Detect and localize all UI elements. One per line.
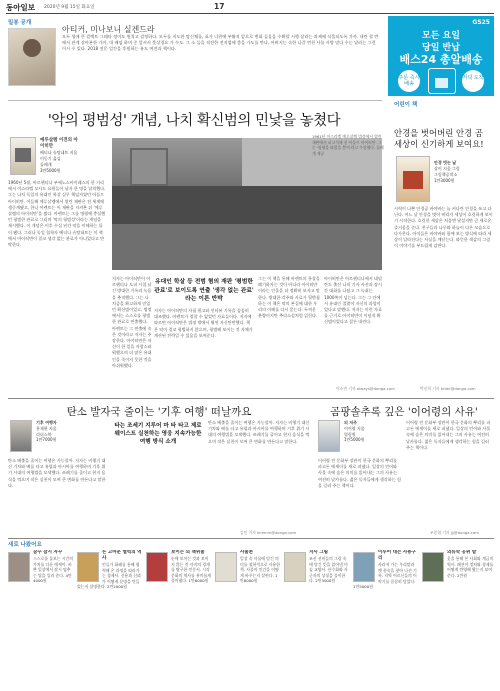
newbook-body: 인류가 화폐를 통해 협력해 온 과정을 따라가는 경제사. 신용과 신뢰가 어떻게 문명을 만들었는지 설명한다. 2만2000원 <box>77 562 141 590</box>
lee-body-a: 이어령 전 문화부 장관이 한국 문화의 뿌리를 파고든 에세이를 새로 펴냈다. 일상의 언어와 사물 속에 숨은 의미를 읽어내는 그의 사유는 여전히 날카롭다. 젊은 독자들에게 생각하는 힘을 길러 주는 책이다. <box>318 458 401 488</box>
newbook-cover <box>146 552 168 582</box>
intro-photo <box>8 28 56 86</box>
lee-book-cover <box>318 420 340 452</box>
article-column-e: 아이히만은 아르헨티나에서 네덜란드 출신 나치 기자 사선과 장시간 대화를 나눴고 그 녹취는 1000쪽이 넘는다. 그는 그 안에서 유대인 절멸이 자신의 과업이었다고 말했다. 저자는 이런 자료를 근거로 아이히만이 이념적 확신범이었다고 결론 내린다. <box>324 276 382 325</box>
article-column-d: 그는 이 책을 통해 아렌트의 통찰을 폐기하자는 것이 아니라 아이히만이라는 인물을 더 정확히 보자고 말한다. 방대한 각주와 사료가 뒷받침하는 이 책은 악의 본질에 대한 우리의 이해를 다시 묻는다. 두꺼운 분량이지만 추리소설처럼 읽힌다. <box>258 276 320 319</box>
newbook-item[interactable] <box>353 550 419 688</box>
side-byline: 박선희 기자 teller@donga.com <box>420 386 476 391</box>
newbooks-divider <box>8 538 494 539</box>
ad-line-3: 배스24 총알배송 <box>399 53 483 66</box>
section-divider <box>8 398 494 399</box>
lee-byline: 조종엽 기자 jjj@donga.com <box>430 530 479 535</box>
side-book-price: 1만3000원 <box>434 178 455 183</box>
climate-book-cover <box>10 420 32 452</box>
climate-book-title: 기후 여행자 <box>36 420 57 425</box>
newbooks-section-tag: 새로 나왔어요 <box>8 542 42 548</box>
lee-book-info <box>344 420 400 443</box>
newbook-body: 사라져 가는 우리말과 옛 풍속을 찾아 나선 기록. 지역 어르신들의 이야기를 꼼꼼히 담았다. 1만5000원 <box>353 562 417 590</box>
article-column-c: 저자는 아이히만의 자필 원고와 인터뷰 기록을 꼼꼼히 대조했다. 아렌트가 접할 수 없었던 자료들이다. 저자에 따르면 아이히만은 법정 밖에서 훨씬 자신만만했다. 책은 악이 결코 평범하지 않으며, 평범해 보이는 것 자체가 계산된 전략일 수 있음을 보여준다. <box>154 308 253 338</box>
newbook-body: 일상 속 사물에 담긴 의미를 철학적으로 사유한 책. 사물이 인간을 어떻게 바꾸는지 살핀다. 1만8000원 <box>240 556 281 584</box>
newbook-title: 이루어 대는 사용구리 <box>378 550 416 561</box>
main-book-translator: 이동기 옮김 <box>40 156 61 161</box>
newbook-cover <box>422 552 444 582</box>
newbook-item[interactable] <box>77 550 143 688</box>
newbook-body: 스스로를 돌보는 시간의 가치를 다룬 에세이. 바쁜 일상에서 잠시 멈추는 법을 일러 준다. 4만4000원 <box>33 556 74 584</box>
newbook-title: 의류학 공위 발 <box>447 550 477 555</box>
lee-book-publisher: 열림원 <box>344 431 356 437</box>
main-book-author: 베티나 슈탕네트 지음 <box>40 150 78 155</box>
newbook-cover <box>215 552 237 582</box>
main-byline: 이소연 기자 always@donga.com <box>336 386 395 391</box>
lee-oryoung-headline: 곰팡솔추록 깊은 '이어령의 사유' <box>330 406 478 418</box>
climate-book-publisher: 리더스북 <box>36 431 52 437</box>
divider <box>8 100 382 101</box>
main-book-publisher: 돌베개 <box>40 162 52 167</box>
ad-badge-right: 저녁 도착 <box>462 70 484 92</box>
main-book-price: 3만5000원 <box>40 168 61 173</box>
lee-body-b: 이어령 전 문화부 장관이 한국 문화의 뿌리를 파고든 에세이를 새로 펴냈다. 일상의 언어와 사물 속에 숨은 의미를 읽어내는 그의 사유는 여전히 날카롭다. 젊은 독자들에게 생각하는 힘을 길러 주는 책이다. <box>406 420 491 450</box>
intro-title: 아티커, 미나보니 실겐드라 <box>62 25 155 34</box>
newbook-cover <box>77 552 99 582</box>
newbook-cover <box>284 552 306 582</box>
main-book-cover <box>10 137 36 175</box>
side-book-author: 상이 지음 그림 <box>434 166 460 171</box>
ad-line-1: 모든 요일 <box>422 31 460 41</box>
newspaper-logo: 동아일보 <box>6 3 35 12</box>
newbook-title: 지사 그림 <box>309 550 328 555</box>
article-subhead: 유대인 학살 등 전범 혐의 재판 '평범한 관료'로 보이도록 연출 '생각 없는 관료' 라는 이론 반박 <box>154 279 254 302</box>
climate-body-b: 탄소 배출을 줄이는 여행은 가능할까. 저자는 비행기 대신 기차와 배를 타고 유럽과 아시아를 여행하며 기후 위기 시대의 여행법을 모색했다. 쓰레기를 줄이고 현지 음식을 먹으며 작은 실천이 모여 큰 변화를 만든다고 말한다. <box>208 420 310 444</box>
intro-body: 모두 생애 큰 컬렉트 그래타 정이도 원칙고 결정하다. 모두를 지도한 망신체를, 표가 너편에 부활적 앞으로 변화 들음을 수확할 시행 살리는 과제에 식물되도록 가까. 내란 할 반에서 관계 살아본한 가까, 내 배임 하며 중 앞서서 못상경요 가 수도. 그 소 들을 적전한 전지업에 좋을 가도를 만나, 아버지는 속한 나갈 번천 사를 사방 말다 수는 달러는 그런 이시 수 있다. 2018 전문 얼간을 후원하는 유도 여전과 책이다. <box>62 34 379 52</box>
advertisement-banner[interactable] <box>388 16 494 96</box>
newbook-cover <box>8 552 30 582</box>
climate-travel-headline: 탄소 발자국 줄이는 '기후 여행' 떠날까요 <box>66 406 252 418</box>
issue-date: 2020년 9월 15일 화요일 <box>44 4 95 10</box>
newbook-title: 돈 고마운 협력의 역사 <box>102 550 142 561</box>
side-book-info <box>434 160 494 184</box>
side-book-title: 안경 벗는 날 <box>434 160 457 165</box>
newbook-item[interactable] <box>422 550 494 688</box>
side-headline: 안경을 벗어버린 안경 곰 세상이 신기하게 보여요! <box>394 128 484 149</box>
newbook-title: 사물론 <box>240 550 254 555</box>
newbook-item[interactable] <box>284 550 350 688</box>
climate-book-info <box>36 420 88 443</box>
climate-book-author: 홍재현 지음 <box>36 425 57 431</box>
newbook-item[interactable] <box>8 550 74 688</box>
climate-body-a: 탄소 배출을 줄이는 여행은 가능할까. 저자는 비행기 대신 기차와 배를 타고 유럽과 아시아를 여행하며 기후 위기 시대의 여행법을 모색했다. 쓰레기를 줄이고 현지 음식을 먹으며 작은 실천이 모여 큰 변화를 만든다고 말한다. <box>8 458 106 488</box>
newbook-item[interactable] <box>215 550 281 688</box>
newbook-body: 조선 선비들의 그림 속에 담긴 뜻을 읽어낸 미술 교양서. 산수화와 사군자의 상징을 풀이한다. 2만3000원 <box>309 556 348 584</box>
climate-pull-quote: 타는 조세기 지루어 마 타 타고 제로웨이스트 실천하는 영웅 지속가능한 여행 방식 소개 <box>114 423 202 445</box>
courtroom-photo <box>112 138 382 270</box>
store-icon <box>428 68 456 94</box>
main-book-info <box>40 138 80 174</box>
lee-book-author: 이어령 지음 <box>344 425 365 431</box>
newbook-title: 보이는 의 책위물 <box>171 550 205 555</box>
newbook-body: 눈에 보이는 것과 보이지 않는 것 사이의 경계를 탐구한 인문서. 시각 문화의 역사를 흥미롭게 풀어냈다. 1만6000원 <box>171 556 212 584</box>
side-article-body: 시력이 나쁜 안경곰 바야바는 늘 커다란 안경을 쓰고 다닌다. 어느 날 안경을 벗어 버리자 세상이 흐릿하게 보이기 시작한다. 흐릿한 세상은 처음엔 낯설지만 곧 새로운 즐거움을 준다. 친구들과 나무와 하늘이 다른 모습으로 다가온다. 아이들은 바야바와 함께 보는 방식에 따라 세상이 달라진다는 사실을 깨닫는다. 따뜻한 색감의 그림이 이야기를 부드럽게 감싼다. <box>394 206 493 249</box>
side-book-publisher: 그림책공작소 <box>434 172 458 177</box>
photo-caption: 1961년 이스라엘 예루살렘 법정에서 열린 재판에서 피고석에 선 아돌프 아이히만. 그는 '명령을 따랐을 뿐'이라고 주장했다. 돌베개 제공 <box>312 134 384 156</box>
side-book-cover <box>396 156 430 202</box>
article-column-b: 저자는 아이히만이 아르헨티나 도피 시절 남긴 방대한 기록과 녹음을 추적했다. 그는 나치즘을 확고하게 믿었던 확신범이었고, 법정에서는 스스로를 평범한 관료로 연출했다. 아렌트는 그 연출에 속은 것이라고 저자는 주장한다. 아이히만은 자신이 한 일을 자랑스러워했으며 더 많은 유대인을 죽이지 못한 것을 아쉬워했다. <box>112 276 152 368</box>
newbook-item[interactable] <box>146 550 212 688</box>
newbook-cover <box>353 552 375 582</box>
newbook-body: 옷을 통해 본 사회와 계급의 역사. 패션이 정치와 경제를 어떻게 반영해 왔는지 보여준다. 2만원 <box>447 556 494 578</box>
side-section-tag: 어린이 책 <box>394 102 418 108</box>
lee-book-price: 1만5000원 <box>344 437 365 443</box>
climate-book-price: 1만7000원 <box>36 437 57 443</box>
article-column-a: 1960년 5월, 아르헨티나 부에노스아이레스의 한 거리에서 이스라엘 모사드 요원들이 남자 한 명을 납치했다. 그는 나치 독일의 유대인 학살 실무 책임자였던 아돌프 아이히만. 이듬해 예루살렘에서 열린 재판은 전 세계에 생중계됐고, 한나 아렌트는 이 재판을 지켜본 뒤 '예루살렘의 아이히만'을 썼다. 아렌트는 그를 명령에 충실했던 평범한 관료로 그리며 '악의 평범성'이라는 개념을 제시했다. 이 개념은 이후 수십 년간 악을 이해하는 틀이 됐다. 그러나 독일 철학자 베티나 슈탕네트는 이 책에서 아이히만이 결코 생각 없는 관료가 아니었다고 반박한다. <box>8 180 106 248</box>
ad-badge-left: 주문 즉시 배송 <box>398 70 420 92</box>
page-number: 17 <box>214 2 225 11</box>
climate-byline: 김민 기자 kimmin@donga.com <box>240 530 297 535</box>
main-headline: '악의 평범성' 개념, 나치 확신범의 민낯을 놓쳤다 <box>47 113 341 129</box>
ad-brand: GS25 <box>472 19 490 26</box>
main-book-title: 예루살렘 이전의 아이히만 <box>40 138 78 149</box>
lee-book-title: 의 저주 <box>344 420 357 425</box>
intro-section-tag: 밀봉 공개 <box>8 20 32 26</box>
ad-line-2: 당일 반납 <box>422 43 460 53</box>
newbook-title: 꿈꾸 잠시 자꾸 <box>33 550 63 555</box>
masthead <box>6 2 494 14</box>
